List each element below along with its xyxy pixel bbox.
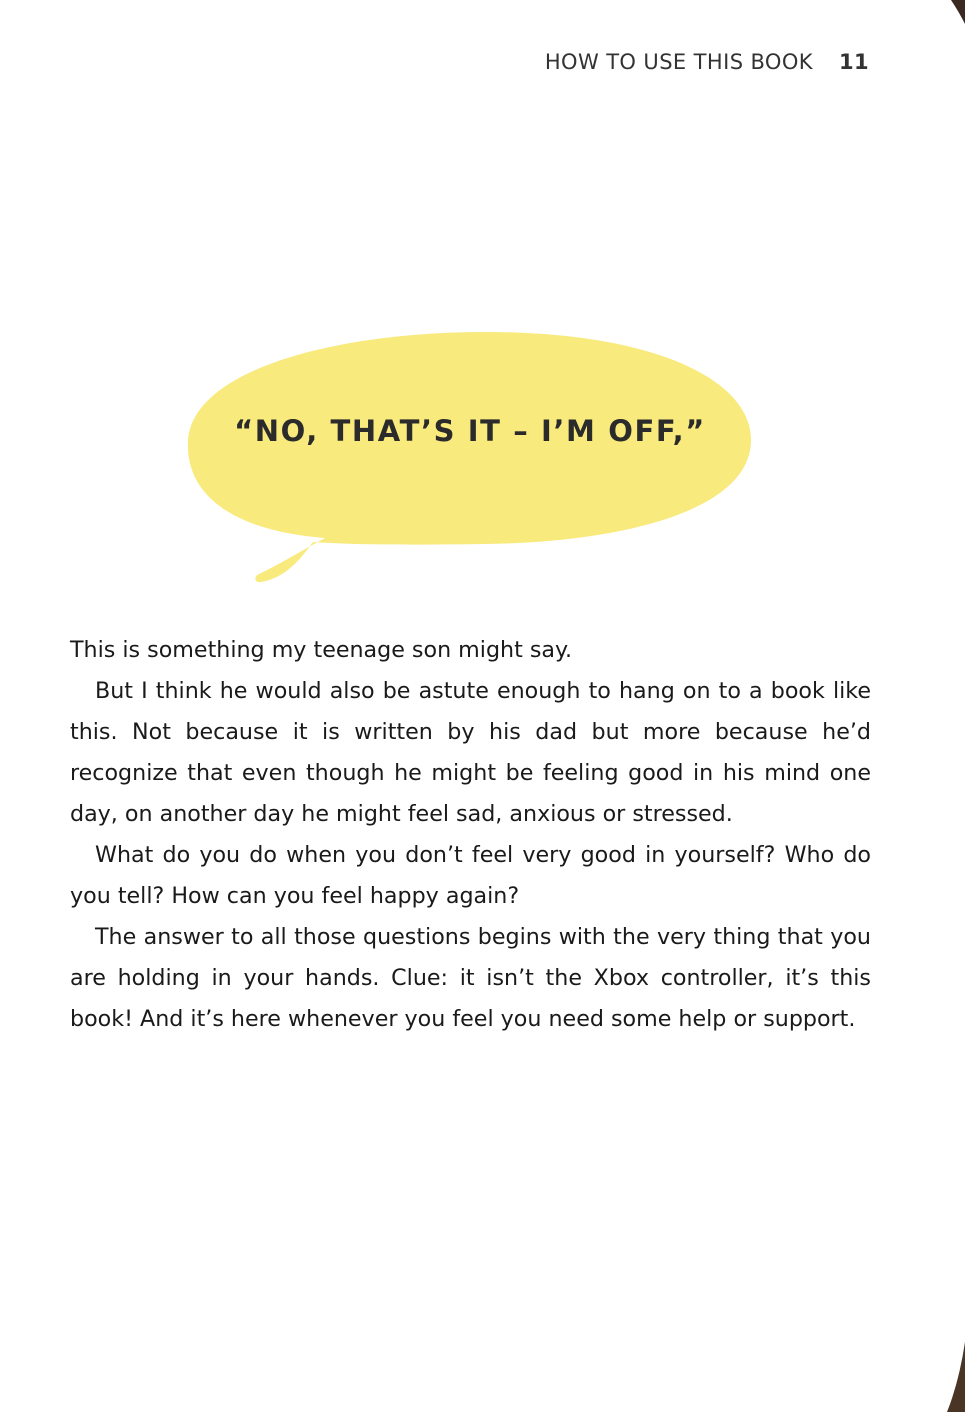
section-title: HOW TO USE THIS BOOK [544, 50, 813, 74]
paragraph-4: The answer to all those questions begins with the very thing that you are holding in your hands. Clue: it isn’t the Xbox controller, it’s this book! And it’s here whenever you feel you need some help or support. [70, 924, 871, 1032]
paragraph-1: This is something my teenage son might say. [70, 637, 573, 663]
page-number: 11 [838, 50, 869, 74]
paragraph-2: But I think he would also be astute enough to hang on to a book like this. Not because it is written by his dad but more because he’d recognize that even though he might be feeling good in his mind one day, on another day he might feel sad, anxious or stressed. [70, 678, 871, 827]
speech-bubble-quote: “NO, THAT’S IT – I’M OFF,” [234, 414, 706, 448]
speech-bubble [185, 330, 755, 592]
page-edge-shadow-top [945, 0, 965, 24]
running-header [545, 50, 869, 74]
speech-bubble-shape [185, 330, 755, 592]
paragraph-3: What do you do when you don’t feel very good in yourself? Who do you tell? How can you feel happy again? [70, 842, 871, 909]
body-text [70, 630, 871, 1040]
page-edge-shadow-bottom [943, 1342, 965, 1412]
